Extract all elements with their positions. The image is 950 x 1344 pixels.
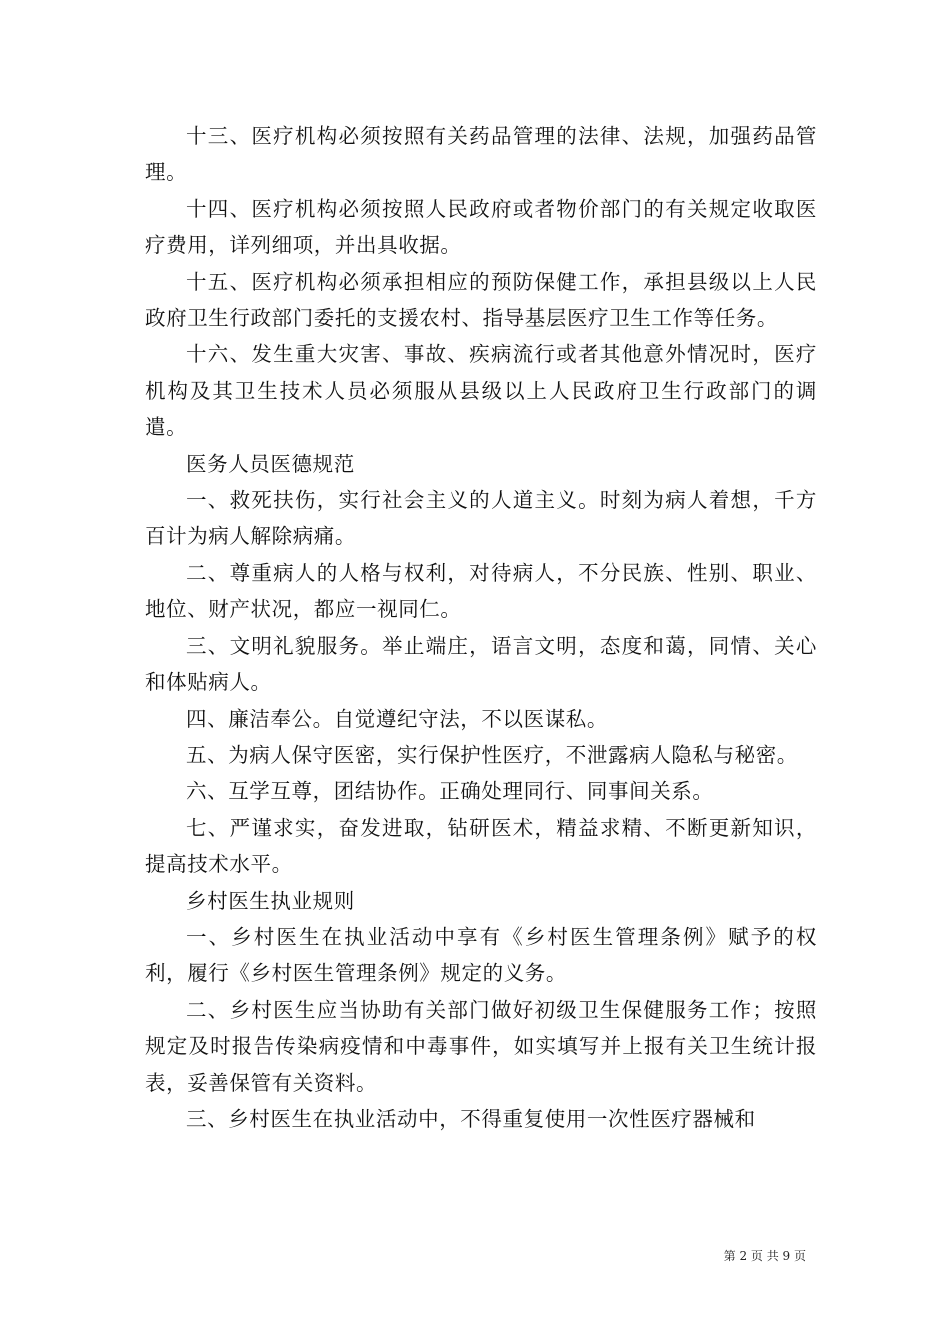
- ethics-item-1: 一、救死扶伤，实行社会主义的人道主义。时刻为病人着想，千方百计为病人解除病痛。: [145, 488, 817, 549]
- section-heading-medical-ethics: 医务人员医德规范: [186, 451, 355, 476]
- page-number-footer: 第 2 页 共 9 页: [723, 1249, 806, 1263]
- village-rule-3: 三、乡村医生在执业活动中，不得重复使用一次性医疗器械和: [186, 1106, 756, 1131]
- paragraph-16-emergency-dispatch: 十六、发生重大灾害、事故、疾病流行或者其他意外情况时，医疗机构及其卫生技术人员必须服从县级以上人民政府卫生行政部门的调遣。: [145, 342, 817, 440]
- paragraph-15-preventive-care: 十五、医疗机构必须承担相应的预防保健工作，承担县级以上人民政府卫生行政部门委托的支援农村、指导基层医疗卫生工作等任务。: [145, 269, 817, 331]
- ethics-item-6: 六、互学互尊，团结协作。正确处理同行、同事间关系。: [186, 779, 714, 804]
- ethics-item-5: 五、为病人保守医密，实行保护性医疗，不泄露病人隐私与秘密。: [186, 742, 798, 767]
- ethics-item-7: 七、严谨求实，奋发进取，钻研医术，精益求精、不断更新知识，提高技术水平。: [145, 815, 817, 877]
- document-body: [145, 118, 817, 1137]
- ethics-item-4: 四、廉洁奉公。自觉遵纪守法，不以医谋私。: [186, 706, 608, 731]
- ethics-item-3: 三、文明礼貌服务。举止端庄，语言文明，态度和蔼，同情、关心和体贴病人。: [145, 633, 817, 695]
- paragraph-14-medical-fees: 十四、医疗机构必须按照人民政府或者物价部门的有关规定收取医疗费用，详列细项，并出具收据。: [145, 196, 817, 258]
- ethics-item-2: 二、尊重病人的人格与权利，对待病人，不分民族、性别、职业、地位、财产状况，都应一视同仁。: [145, 560, 817, 622]
- paragraph-13-drug-management: 十三、医疗机构必须按照有关药品管理的法律、法规，加强药品管理。: [145, 124, 817, 185]
- section-heading-village-doctor-rules: 乡村医生执业规则: [186, 888, 355, 913]
- village-rule-1: 一、乡村医生在执业活动中享有《乡村医生管理条例》赋予的权利，履行《乡村医生管理条例》规定的义务。: [145, 924, 817, 986]
- village-rule-2: 二、乡村医生应当协助有关部门做好初级卫生保健服务工作；按照规定及时报告传染病疫情和中毒事件，如实填写并上报有关卫生统计报表，妥善保管有关资料。: [145, 997, 817, 1095]
